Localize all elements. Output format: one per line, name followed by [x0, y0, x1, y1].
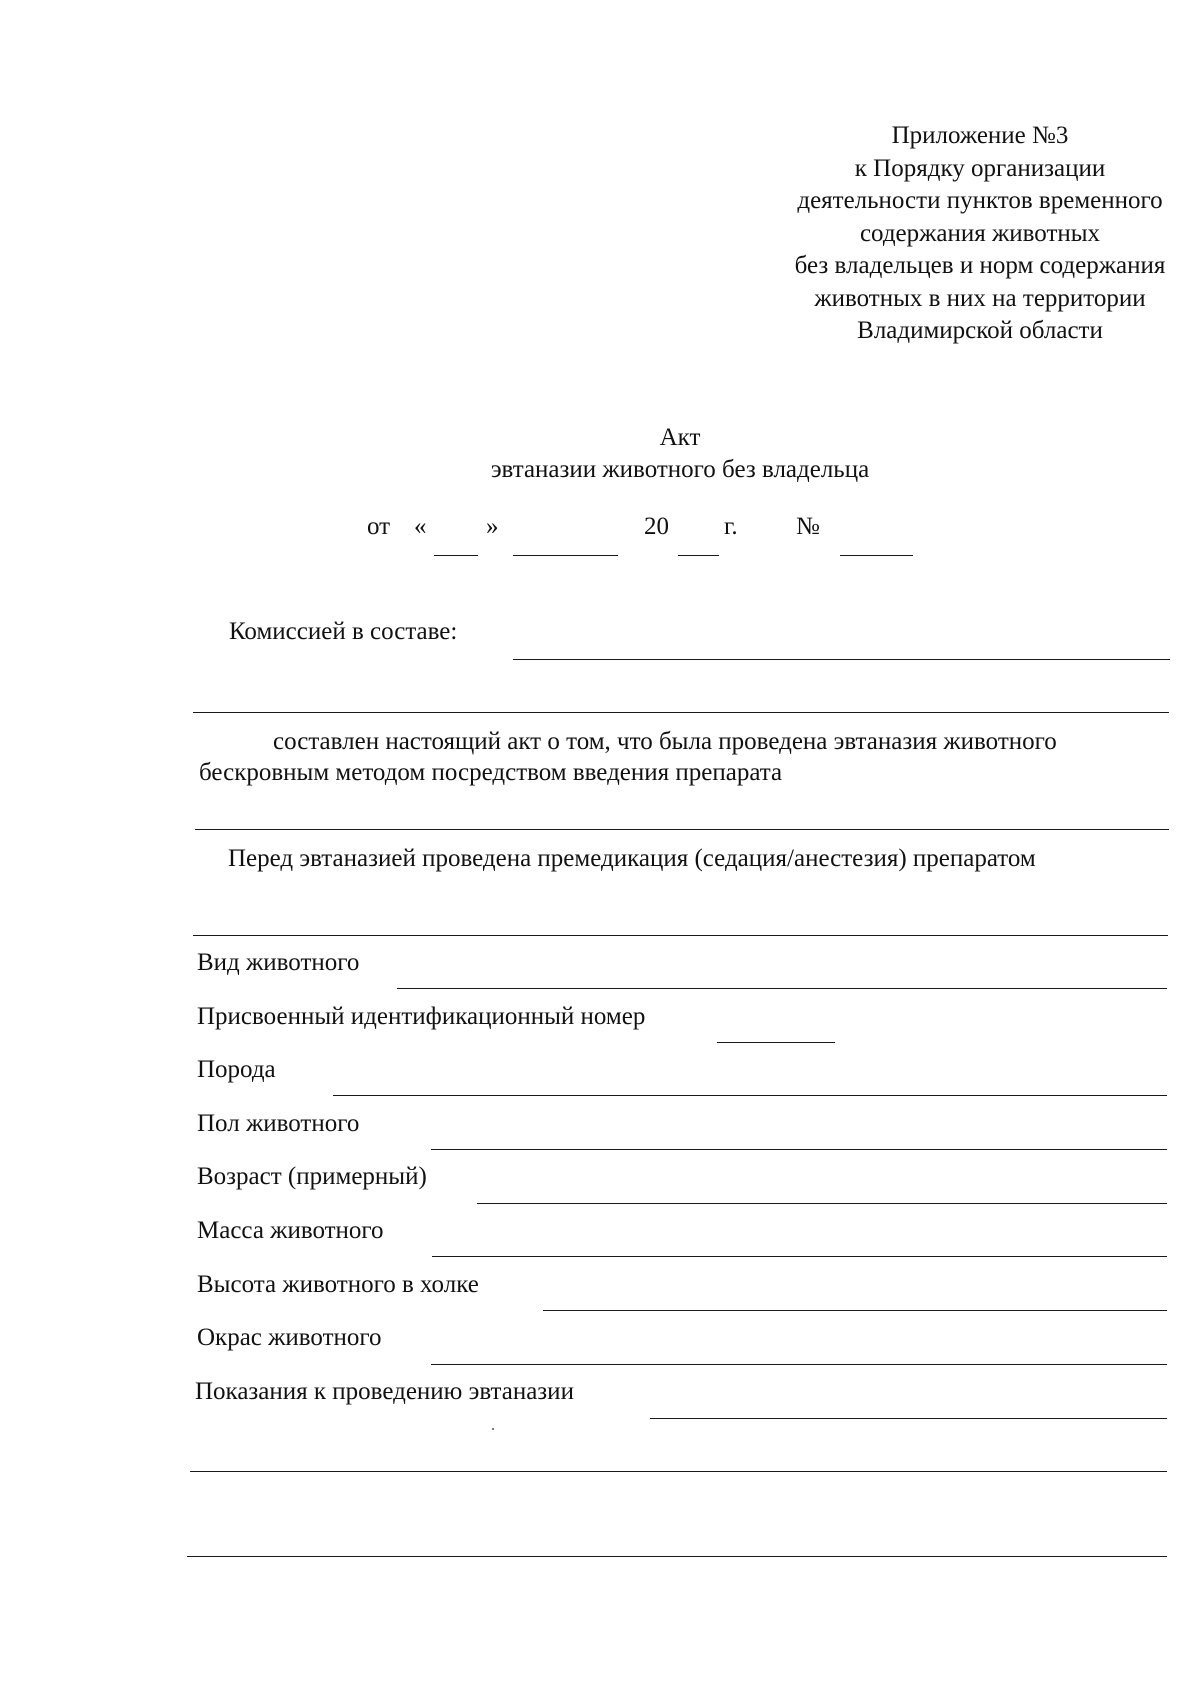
- indications-blank-line-2[interactable]: [190, 1471, 1167, 1472]
- month-blank-line[interactable]: [513, 555, 618, 556]
- scan-speck: [492, 1428, 494, 1430]
- statement-line-1: составлен настоящий акт о том, что была проведена эвтаназия животного: [273, 728, 1057, 755]
- indications-blank-line-3[interactable]: [187, 1556, 1167, 1557]
- drug-blank-line[interactable]: [195, 829, 1169, 830]
- color-blank-line[interactable]: [431, 1364, 1167, 1365]
- indications-blank-line-1[interactable]: [650, 1418, 1167, 1419]
- commission-label: Комиссией в составе:: [229, 618, 458, 645]
- species-label: Вид животного: [197, 949, 360, 976]
- premedication-blank-line[interactable]: [193, 935, 1168, 936]
- appendix-line-5: без владельцев и норм содержания: [794, 252, 1166, 279]
- id-number-label: Присвоенный идентификационный номер: [197, 1003, 646, 1030]
- color-label: Окрас животного: [197, 1324, 382, 1351]
- premedication-text: Перед эвтаназией проведена премедикация (седация/анестезия) препаратом: [228, 845, 1036, 872]
- weight-label: Масса животного: [197, 1217, 384, 1244]
- sex-label: Пол животного: [197, 1110, 360, 1137]
- appendix-line-3: деятельности пунктов временного: [797, 187, 1163, 214]
- id-number-blank-line[interactable]: [717, 1042, 835, 1043]
- weight-blank-line[interactable]: [432, 1256, 1167, 1257]
- year-prefix: 20: [644, 513, 669, 540]
- appendix-line-7: Владимирской области: [857, 317, 1103, 344]
- number-sign: №: [796, 513, 820, 540]
- date-quote-close: »: [486, 513, 499, 540]
- statement-line-2: бескровным методом посредством введения препарата: [199, 759, 783, 786]
- document-title: [440, 422, 920, 486]
- species-blank-line[interactable]: [397, 988, 1167, 989]
- appendix-header: [700, 120, 1200, 348]
- height-blank-line[interactable]: [543, 1310, 1167, 1311]
- year-suffix: г.: [724, 513, 738, 540]
- commission-blank-line-1[interactable]: [513, 659, 1170, 660]
- commission-blank-line-2[interactable]: [193, 712, 1169, 713]
- age-label: Возраст (примерный): [197, 1163, 427, 1190]
- appendix-line-4: содержания животных: [859, 219, 1101, 247]
- height-label: Высота животного в холке: [197, 1271, 479, 1298]
- title-line-1: Акт: [659, 424, 701, 451]
- title-line-2: эвтаназии животного без владельца: [490, 456, 870, 483]
- date-quote-open: «: [414, 513, 427, 540]
- indications-label: Показания к проведению эвтаназии: [195, 1378, 574, 1405]
- sex-blank-line[interactable]: [431, 1149, 1167, 1150]
- act-number-blank-line[interactable]: [840, 555, 913, 556]
- age-blank-line[interactable]: [477, 1203, 1167, 1204]
- breed-label: Порода: [197, 1056, 276, 1083]
- date-from-label: от: [367, 513, 391, 540]
- year-blank-line[interactable]: [678, 555, 719, 556]
- day-blank-line[interactable]: [434, 555, 478, 556]
- appendix-line-2: к Порядку организации: [854, 154, 1106, 182]
- breed-blank-line[interactable]: [333, 1095, 1167, 1096]
- appendix-line-1: Приложение №3: [891, 122, 1069, 149]
- appendix-line-6: животных в них на территории: [814, 284, 1146, 312]
